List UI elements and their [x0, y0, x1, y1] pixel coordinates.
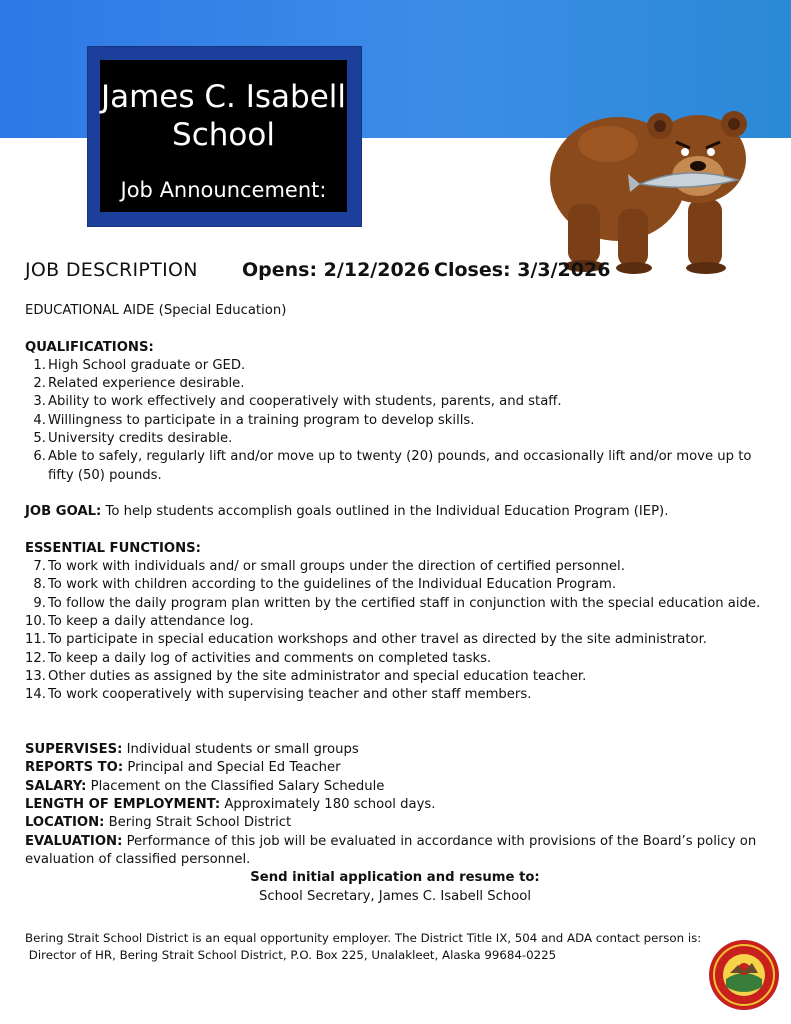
announcement-subtitle: Job Announcement: [120, 178, 327, 202]
job-description-label: JOB DESCRIPTION [25, 259, 198, 281]
list-item: 8. To work with children according to the guidelines of the Individual Education Program. [33, 577, 617, 593]
salary: SALARY: Placement on the Classified Salary Schedule [25, 778, 385, 794]
list-item: 13. Other duties as assigned by the site administrator and special education teacher. [25, 668, 587, 684]
list-item: 7. To work with individuals and/ or small groups under the direction of certified personnel. [33, 559, 625, 575]
title-box [100, 60, 347, 212]
list-item: 3. Ability to work effectively and cooperatively with students, parents, and staff. [33, 394, 562, 410]
opens-date: Opens: 2/12/2026 [242, 259, 431, 281]
footer-line-1: Bering Strait School District is an equal opportunity employer. The District Title IX, 504 and ADA contact person is: [25, 931, 702, 945]
evaluation: EVALUATION: Performance of this job will be evaluated in accordance with provisions of the Board’s policy on evaluation of classified personnel. [25, 833, 757, 867]
essential-functions-label: ESSENTIAL FUNCTIONS: [25, 540, 201, 556]
list-item: 10. To keep a daily attendance log. [25, 614, 254, 630]
job-content [25, 302, 765, 906]
essential-functions-list [25, 558, 765, 704]
position-title: EDUCATIONAL AIDE (Special Education) [25, 303, 287, 318]
qualifications-label: QUALIFICATIONS: [25, 339, 154, 355]
supervises: SUPERVISES: Individual students or small groups [25, 742, 359, 758]
closes-date: Closes: 3/3/2026 [434, 259, 611, 281]
reports-to: REPORTS TO: Principal and Special Ed Teacher [25, 760, 341, 776]
list-item: 2. Related experience desirable. [33, 376, 245, 392]
list-item: 14. To work cooperatively with supervising teacher and other staff members. [25, 687, 532, 703]
send-recipient: School Secretary, James C. Isabell School [258, 888, 532, 904]
qualifications-list [25, 357, 765, 485]
list-item: 5. University credits desirable. [33, 431, 233, 447]
list-item: 4. Willingness to participate in a training program to develop skills. [33, 412, 475, 428]
length-of-employment: LENGTH OF EMPLOYMENT: Approximately 180 school days. [25, 797, 436, 813]
footer-line-2: Director of HR, Bering Strait School District, P.O. Box 225, Unalakleet, Alaska 99684-0225 [25, 947, 557, 962]
list-item: 6. Able to safely, regularly lift and/or move up to twenty (20) pounds, and occasionally lift and/or move up to fifty (50) pounds. [33, 449, 752, 483]
bear-mascot-icon [548, 84, 753, 274]
list-item: 11. To participate in special education workshops and other travel as directed by the site administrator. [25, 632, 707, 648]
footer-notice [25, 930, 705, 963]
school-title: James C. Isabell School [100, 79, 347, 153]
send-heading: Send initial application and resume to: [250, 870, 540, 886]
location: LOCATION: Bering Strait School District [25, 815, 292, 831]
title-frame [88, 47, 361, 226]
list-item: 1. High School graduate or GED. [33, 357, 246, 373]
job-goal: JOB GOAL: To help students accomplish goals outlined in the Individual Education Program (IEP). [25, 504, 669, 520]
list-item: 9. To follow the daily program plan written by the certified staff in conjunction with the special education aide. [33, 595, 761, 611]
list-item: 12. To keep a daily log of activities and comments on completed tasks. [25, 650, 492, 666]
district-seal-icon [708, 939, 780, 1011]
heading-row [25, 259, 785, 287]
